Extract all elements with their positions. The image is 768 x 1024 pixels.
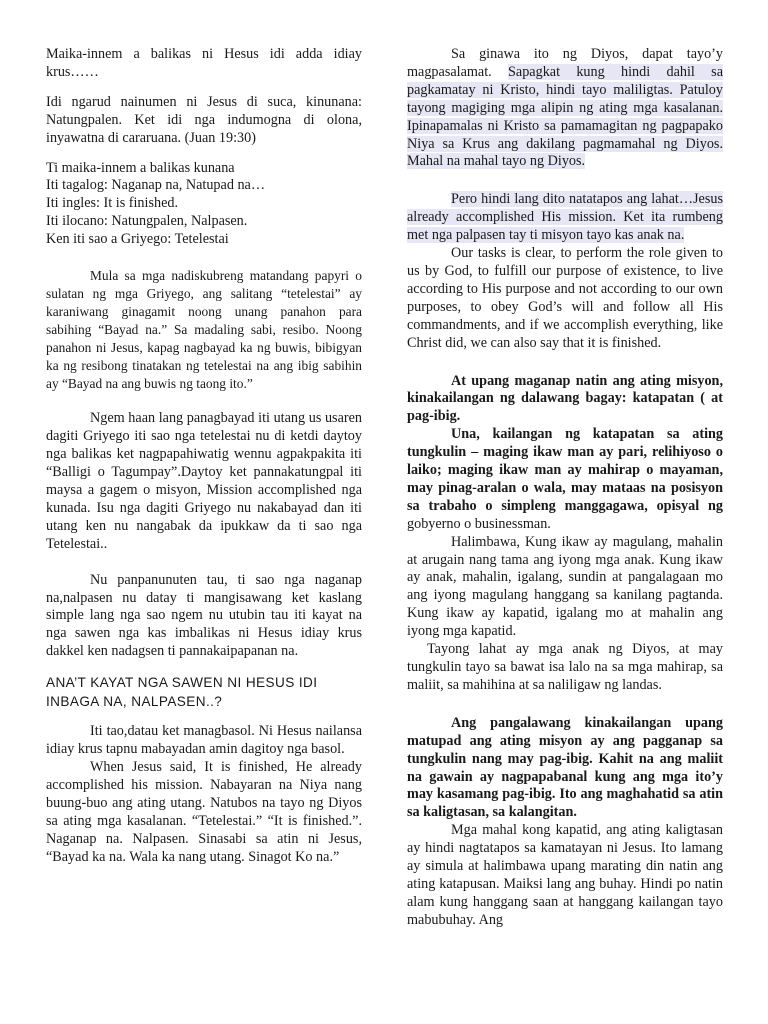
finished-paragraph: When Jesus said, It is finished, He already accomplished his mission. Nabayaran na Niya nang buung-buo ang ating utang. Natubos na tayo ng Diyos sa ating mga kasalanan. “Tetelestai.” “It is finished.”. Naganap na. Nalpasen. Sinasabi sa atin ni Jesus, “Bayad ka na. Wala ka nang utang. Sinagot Ko na.” bbox=[46, 759, 362, 865]
love-paragraph: Ang pangalawang kinakailangan upang matupad ang ating misyon ay ang pagganap sa tungkulin nang may pag-ibig. Kahit na ang maliit na gawain ay nagpapabanal kung ang mga ito’y may kasamang pag-ibig. Ito ang maghahatid sa atin sa kaligtasan, sa kalangitan. bbox=[407, 714, 723, 821]
translation-line: Iti ingles: It is finished. bbox=[46, 195, 179, 212]
faithfulness-bold-text: Una, kailangan ng katapatan sa ating tungkulin – maging ikaw man ay pari, relihiyoso o laiko; maging ikaw man ay mahirap o mayaman, may pinag-aralan o wala, may mataas na posisyon sa trabaho o simpleng manggagawa, opisyal ng bbox=[407, 426, 723, 514]
faithfulness-tail-text: gobyerno o businessman. bbox=[407, 515, 551, 532]
sin-paragraph: Iti tao,datau ket managbasol. Ni Hesus nailansa idiay krus tapnu mabayadan amin dagitoy nga basol. bbox=[46, 723, 362, 758]
left-column bbox=[46, 46, 362, 866]
right-column bbox=[407, 46, 723, 930]
highlighted-text: Sapagkat kung hindi dahil sa pagkamatay ni Kristo, hindi tayo maliligtas. Patuloy tayong magiging mga alipin ng ating mga kasalanan. Ipinapamalas ni Kristo sa pamamagitan ng pagpapako Niya sa Krus ang dakilang pagmamahal ng Diyos. Mahal na mahal tayo ng Diyos. bbox=[407, 63, 723, 170]
faithfulness-paragraph bbox=[407, 426, 723, 533]
highlighted-text: Pero hindi lang dito natatapos ang lahat…Jesus already accomplished His mission. Ket ita rumbeng met nga palpasen tay ti misyon tayo kas anak na. bbox=[407, 191, 723, 244]
bible-verse-paragraph: Idi ngarud nainumen ni Jesus di suca, kinunana: Natungpalen. Ket idi nga indumogna di olona, inyawatna di cararuana. (Juan 19:30) bbox=[46, 93, 362, 146]
papyri-paragraph: Mula sa mga nadiskubreng matandang papyri o sulatan ng mga Griyego, ang salitang “tetelestai” ay karaniwang ginagamit noong unang panahon para sabihing “Bayad na.” Sa madaling sabi, resibo. Noong panahon ni Jesus, kapag nagbayad ka ng buwis, bibigyan ka ng resibong tinatakan ng tetelestai na ang ibig sabihin ay “Bayad na ang buwis ng taong ito.” bbox=[46, 268, 362, 391]
translation-line: Ken iti sao a Griyego: Tetelestai bbox=[46, 231, 229, 248]
mission-paragraph bbox=[407, 191, 723, 245]
example-paragraph: Halimbawa, Kung ikaw ay magulang, mahalin at arugain nang tama ang iyong mga anak. Kung ikaw ay anak, mahalin, igalang, sundin at pangalagaan mo ang iyong magulang hanggang sa kanilang pagtanda. Kung ikaw ay kapatid, igalang mo at mahalin ang iyong mga kapatid. bbox=[407, 533, 723, 640]
reflection-paragraph: Nu panpanunuten tau, ti sao nga naganap na,nalpasen nu datay ti mangisawang ket kaslang simple lang nga sao ngem nu utubin tau iti kayat na nga sawen nga kas imbalikas ni Hesus idiay krus dakkel ken nadagsen ti pannakaipapanan na. bbox=[46, 571, 362, 660]
tasks-paragraph: Our tasks is clear, to perform the role given to us by God, to fulfill our purpose of existence, to live according to His purpose and not according to our own purposes, to obey God’s will and follow all His commandments, and if we accomplish everything, like Christ did, we can also say that it is finished. bbox=[407, 245, 723, 351]
two-things-paragraph: At upang maganap natin ang ating misyon, kinakailangan ng dalawang bagay: katapatan ( at pag-ibig. bbox=[407, 372, 723, 425]
translation-line: Iti tagalog: Naganap na, Natupad na… bbox=[46, 177, 266, 194]
translation-line: Ti maika-innem a balikas kunana bbox=[46, 159, 235, 176]
translations-block bbox=[46, 160, 362, 250]
children-of-god-paragraph: Tayong lahat ay mga anak ng Diyos, at may tungkulin tayo sa bawat isa lalo na sa mga mahirap, sa maliit, sa mahihina at sa naliligaw ng landas. bbox=[407, 641, 723, 693]
translation-line: Iti ilocano: Natungpalen, Nalpasen. bbox=[46, 213, 248, 230]
gratitude-sentence: Sa ginawa ito ng Diyos, dapat tayo’y magpasalamat. bbox=[407, 46, 723, 80]
salvation-paragraph: Mga mahal kong kapatid, ang ating kaligtasan ay hindi nagtatapos sa kamatayan ni Jesus. Ito lamang ay simula at halimbawa upang marating din natin ang ating katapusan. Maiksi lang ang buhay. Hindi po natin alam kung hanggang saan at hanggang kailangan tayo mabubuhay. Ang bbox=[407, 822, 723, 928]
greek-usage-paragraph: Ngem haan lang panagbayad iti utang us usaren dagiti Griyego iti sao nga tetelestai nu di ketdi daytoy nga balikas ket nagpapahiwatig wennu agpakpakita iti “Balligi o Tagumpay”.Daytoy ket pannakatungpal iti maysa a gagem o misyon, Mission accomplished nga kunada. Isu nga dagiti Griyego nu nakabayad dan iti utang ken nu nangabak da ipukkaw da ti sao nga Tetelestai.. bbox=[46, 410, 362, 552]
intro-paragraph: Maika-innem a balikas ni Hesus idi adda idiay krus…… bbox=[46, 46, 362, 80]
gratitude-paragraph bbox=[407, 46, 723, 171]
section-heading: ANA’T KAYAT NGA SAWEN NI HESUS IDI INBAGA NA, NALPASEN..? bbox=[46, 675, 318, 710]
